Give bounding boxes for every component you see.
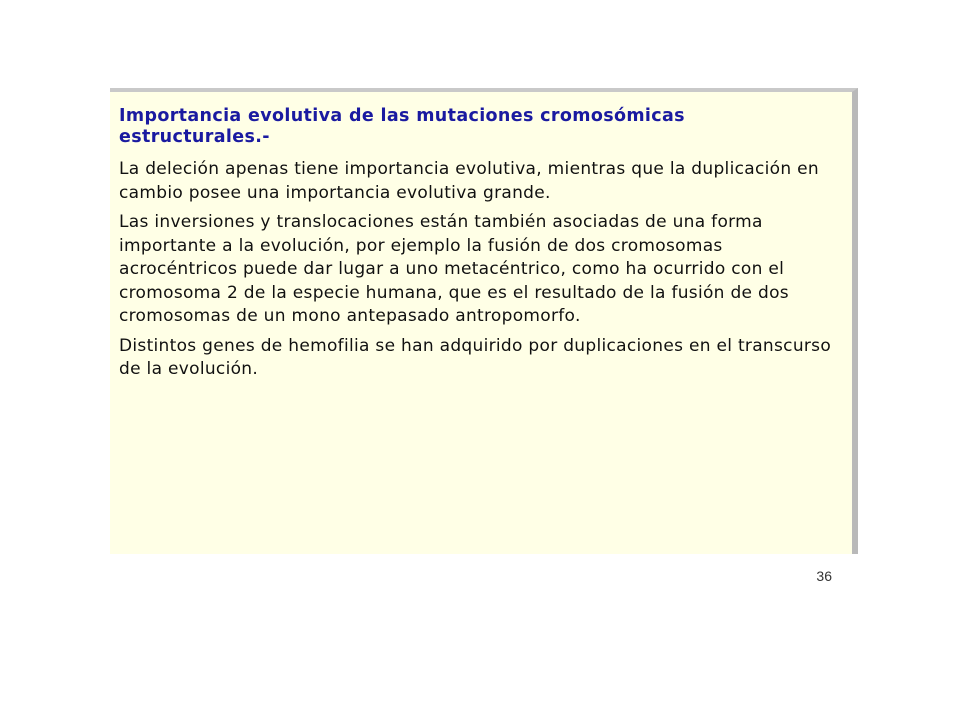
paragraph-inversiones: Las inversiones y translocaciones están también asociadas de una forma importante a la evolución, por ejemplo la fusión de dos cromosomas acrocéntricos puede dar lugar a uno metacéntrico, como ha ocurrido con el cromosoma 2 de la especie humana, que es el resultado de la fusión de dos cromosomas de un mono antepasado antropomorfo. xyxy=(119,212,789,326)
slide-title: Importancia evolutiva de las mutaciones cromosómicas estructurales.- xyxy=(119,106,685,147)
paragraph-delecion: La deleción apenas tiene importancia evolutiva, mientras que la duplicación en cambio posee una importancia evolutiva grande. xyxy=(119,159,819,203)
paragraph-hemofilia: Distintos genes de hemofilia se han adquirido por duplicaciones en el transcurso de la evolución. xyxy=(119,335,832,379)
slide-content-panel xyxy=(110,88,858,554)
page-number: 36 xyxy=(816,568,832,584)
